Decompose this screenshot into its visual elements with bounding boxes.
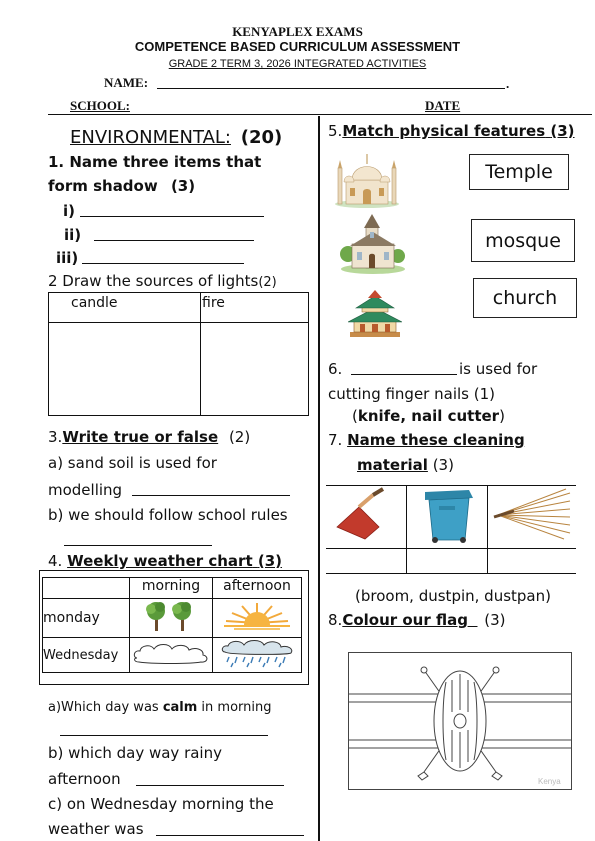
q6-options-open: ( xyxy=(352,407,358,425)
q3-num: 3. xyxy=(48,428,63,446)
q6-num: 6. xyxy=(328,360,343,378)
q4-b-answer[interactable] xyxy=(136,785,284,786)
section-title-text: ENVIRONMENTAL: xyxy=(70,127,231,148)
date-label: DATE xyxy=(425,98,461,113)
section-marks: (20) xyxy=(240,127,283,148)
q4-num: 4. xyxy=(48,552,63,570)
q5-title xyxy=(342,122,574,140)
name-line-end: . xyxy=(506,76,510,91)
q1-ii-answer[interactable] xyxy=(94,240,254,241)
q5-num: 5. xyxy=(328,122,343,140)
q4a-bold: calm xyxy=(162,700,198,715)
q6-line1 xyxy=(328,360,342,378)
exam-title: COMPETENCE BASED CURRICULUM ASSESSMENT xyxy=(134,39,461,54)
trees-icon xyxy=(143,599,199,633)
q4-question-a xyxy=(48,700,272,715)
q4-title-text: Weekly weather chart xyxy=(67,552,253,570)
q1-ii-label: ii) xyxy=(64,226,82,244)
q7-answer-3[interactable] xyxy=(488,549,577,574)
q4-monday-afternoon xyxy=(213,599,302,638)
broom-icon xyxy=(492,487,572,543)
q7-heading2 xyxy=(357,456,454,474)
exam-subtitle: GRADE 2 TERM 3, 2026 INTEGRATED ACTIVITIES xyxy=(168,58,427,70)
match-word-mosque[interactable]: mosque xyxy=(471,219,575,262)
q4-marks: (3) xyxy=(257,552,283,570)
q1-text xyxy=(48,153,261,171)
q4-wednesday-afternoon xyxy=(213,638,302,673)
q6-text: is used for xyxy=(459,360,538,378)
q1-marks: (3) xyxy=(170,177,196,195)
q5-heading xyxy=(328,122,575,140)
name-label: NAME: xyxy=(104,75,149,90)
sun-icon xyxy=(220,601,294,631)
q4-title xyxy=(67,552,282,570)
q3-title: Write true or false xyxy=(62,428,219,446)
q4-a-answer[interactable] xyxy=(60,735,268,736)
q1-text2 xyxy=(48,177,195,195)
q7-answer-2[interactable] xyxy=(407,549,488,574)
church-picture xyxy=(340,212,406,274)
q4-wednesday-morning xyxy=(130,638,213,673)
section-title xyxy=(70,127,282,148)
q3-b: b) we should follow school rules xyxy=(48,506,288,524)
q7-title2: material xyxy=(357,456,428,474)
q4-question-b: b) which day way rainy xyxy=(48,744,222,762)
header-bottom-rule xyxy=(48,114,592,115)
q7-table xyxy=(326,485,576,574)
q4-header-afternoon: afternoon xyxy=(213,578,302,599)
q2-draw-candle[interactable] xyxy=(49,323,201,416)
rain-cloud-icon xyxy=(217,638,297,668)
q4-question-c: c) on Wednesday morning the xyxy=(48,795,274,813)
q8-heading xyxy=(328,611,506,629)
q7-options: (broom, dustpin, dustpan) xyxy=(355,587,551,605)
column-divider xyxy=(318,116,320,841)
q4-row-monday: monday xyxy=(43,599,130,638)
q2-draw-fire[interactable] xyxy=(201,323,309,416)
q6-text2: cutting finger nails (1) xyxy=(328,385,495,403)
q4-c-answer[interactable] xyxy=(156,835,304,836)
q3-heading xyxy=(48,428,250,446)
q1-i-label: i) xyxy=(63,202,75,220)
q7-pic-dustbin xyxy=(407,486,488,549)
q4-corner xyxy=(43,578,130,599)
q1-i-answer[interactable] xyxy=(80,216,264,217)
exam-org: KENYAPLEX EXAMS xyxy=(232,24,363,39)
q7-title: Name these cleaning xyxy=(347,431,525,449)
q3-a-answer[interactable] xyxy=(132,495,290,496)
q1-line2: form shadow xyxy=(48,177,158,195)
q4-row-wednesday: Wednesday xyxy=(43,638,130,673)
q4-question-c2: weather was xyxy=(48,820,144,838)
q8-title: Colour our flag xyxy=(342,611,468,629)
q2-text xyxy=(48,272,277,290)
q8-num: 8. xyxy=(328,611,343,629)
q4a-pre: a)Which day was xyxy=(48,700,163,715)
mosque-picture xyxy=(334,150,400,208)
q5-title-text: Match physical features xyxy=(342,122,546,140)
q4a-post: in morning xyxy=(197,700,272,715)
q3-a: a) sand soil is used for xyxy=(48,454,217,472)
q2-marks: (2) xyxy=(258,275,277,290)
q6-answer[interactable] xyxy=(351,374,457,375)
q4-heading xyxy=(48,552,282,570)
q8-marks: (3) xyxy=(484,611,506,629)
q2-col-candle: candle xyxy=(49,293,201,323)
q1-iii-label: iii) xyxy=(56,249,79,267)
dustpan-icon xyxy=(331,487,401,543)
q7-marks: (3) xyxy=(432,456,454,474)
q4-weather-table xyxy=(42,577,302,673)
q3-a2: modelling xyxy=(48,481,123,499)
q5-marks: (3) xyxy=(550,122,575,140)
match-word-temple[interactable]: Temple xyxy=(469,154,569,190)
q8-title-pad xyxy=(468,611,478,629)
q1-line1: Name three items that xyxy=(69,153,262,171)
q4-monday-morning xyxy=(130,599,213,638)
school-label: SCHOOL: xyxy=(70,98,130,113)
cloud-icon xyxy=(131,640,211,666)
flag-outline[interactable] xyxy=(348,652,572,790)
q6-options-text: knife, nail cutter xyxy=(357,407,500,425)
q2-table xyxy=(48,292,309,416)
dustbin-icon xyxy=(417,486,477,544)
q7-num: 7. xyxy=(328,431,343,449)
temple-picture xyxy=(348,290,402,338)
q1-iii-answer[interactable] xyxy=(82,263,244,264)
q3-marks: (2) xyxy=(228,428,251,446)
q7-heading xyxy=(328,431,525,449)
q6-options xyxy=(352,407,505,425)
q6-options-close: ) xyxy=(499,407,505,425)
q4-question-b2: afternoon xyxy=(48,770,121,788)
q4-header-morning: morning xyxy=(130,578,213,599)
q2-col-fire: fire xyxy=(201,293,309,323)
match-word-church[interactable]: church xyxy=(473,278,577,318)
q1-num: 1. xyxy=(48,153,65,171)
q7-pic-dustpan xyxy=(326,486,407,549)
q7-pic-broom xyxy=(488,486,577,549)
q3-b-answer[interactable] xyxy=(64,545,212,546)
q2-question: 2 Draw the sources of lights xyxy=(48,272,259,290)
flag-watermark: Kenya xyxy=(538,777,561,786)
q7-answer-1[interactable] xyxy=(326,549,407,574)
name-line[interactable] xyxy=(157,88,505,89)
